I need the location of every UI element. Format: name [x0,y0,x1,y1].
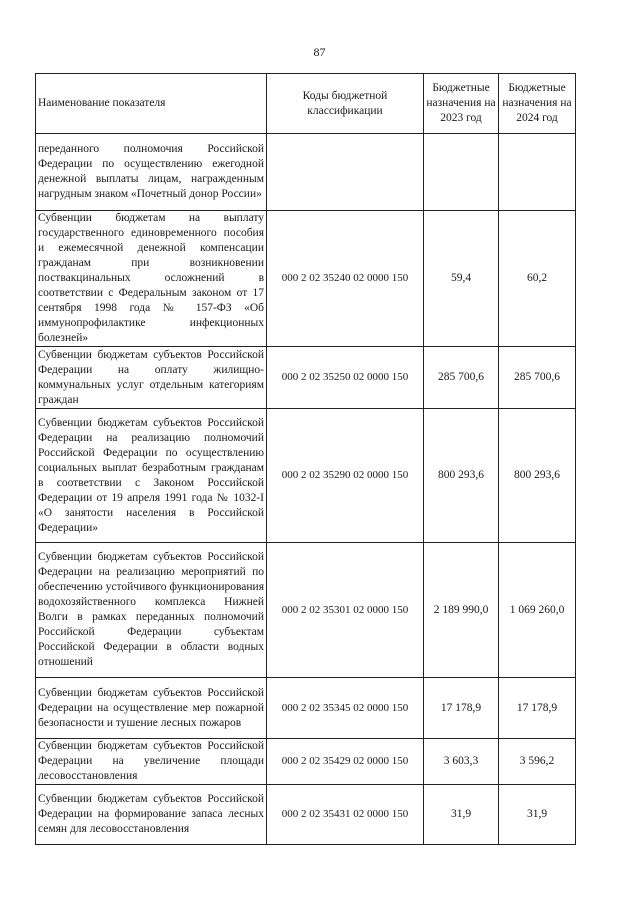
row-name: переданного полномочия Российской Федерации по осуществлению ежегодной денежной выплаты лицам, награжденным нагрудным знаком «Почетный донор России» [36,134,267,211]
row-2024: 1 069 260,0 [499,543,576,678]
row-code: 000 2 02 35345 02 0000 150 [267,678,424,739]
row-name: Субвенции бюджетам субъектов Российской Федерации на реализацию мероприятий по обеспечению устойчивого функционирования водохозяйственного комплекса Нижней Волги в рамках переданных полномочий Российской Федерации субъектам Российской Федерации в области водных отношений [36,543,267,678]
row-2024: 60,2 [499,211,576,347]
page-number: 87 [313,45,326,59]
row-2023: 285 700,6 [424,347,499,409]
row-code: 000 2 02 35429 02 0000 150 [267,739,424,785]
header-2023: Бюджетные назначения на 2023 год [424,74,499,134]
row-2023: 17 178,9 [424,678,499,739]
row-name: Субвенции бюджетам субъектов Российской Федерации на увеличение площади лесовосстановления [36,739,267,785]
row-name: Субвенции бюджетам субъектов Российской Федерации на формирование запаса лесных семян для лесовосстановления [36,785,267,845]
row-name: Субвенции бюджетам субъектов Российской Федерации на осуществление мер пожарной безопасности и тушение лесных пожаров [36,678,267,739]
row-2024 [499,134,576,211]
table-row [36,543,576,678]
header-name: Наименование показателя [36,74,267,134]
row-2024: 3 596,2 [499,739,576,785]
table-row [36,739,576,785]
row-code: 000 2 02 35301 02 0000 150 [267,543,424,678]
table-row [36,678,576,739]
row-code: 000 2 02 35240 02 0000 150 [267,211,424,347]
row-2024: 285 700,6 [499,347,576,409]
table-row [36,134,576,211]
table-row [36,347,576,409]
row-code: 000 2 02 35250 02 0000 150 [267,347,424,409]
row-2023: 59,4 [424,211,499,347]
row-code: 000 2 02 35290 02 0000 150 [267,409,424,543]
row-2024: 17 178,9 [499,678,576,739]
table-row [36,409,576,543]
row-code [267,134,424,211]
header-code: Коды бюджетной классификации [267,74,424,134]
row-name: Субвенции бюджетам на выплату государственного единовременного пособия и ежемесячной денежной компенсации гражданам при возникновении поствакцинальных осложнений в соответствии с Федеральным законом от 17 сентября 1998 года № 157-ФЗ «Об иммунопрофилактике инфекционных болезней» [36,211,267,347]
row-2024: 31,9 [499,785,576,845]
row-2023: 31,9 [424,785,499,845]
row-2024: 800 293,6 [499,409,576,543]
row-2023: 3 603,3 [424,739,499,785]
budget-table [35,73,576,845]
header-2024: Бюджетные назначения на 2024 год [499,74,576,134]
row-2023 [424,134,499,211]
table-row [36,211,576,347]
row-name: Субвенции бюджетам субъектов Российской Федерации на оплату жилищно-коммунальных услуг отдельным категориям граждан [36,347,267,409]
row-name: Субвенции бюджетам субъектов Российской Федерации на реализацию полномочий Российской Федерации по осуществлению социальных выплат безработным гражданам в соответствии с Законом Российской Федерации от 19 апреля 1991 года № 1032-I «О занятости населения в Российской Федерации» [36,409,267,543]
row-code: 000 2 02 35431 02 0000 150 [267,785,424,845]
row-2023: 800 293,6 [424,409,499,543]
row-2023: 2 189 990,0 [424,543,499,678]
table-header-row [36,74,576,134]
table-row [36,785,576,845]
